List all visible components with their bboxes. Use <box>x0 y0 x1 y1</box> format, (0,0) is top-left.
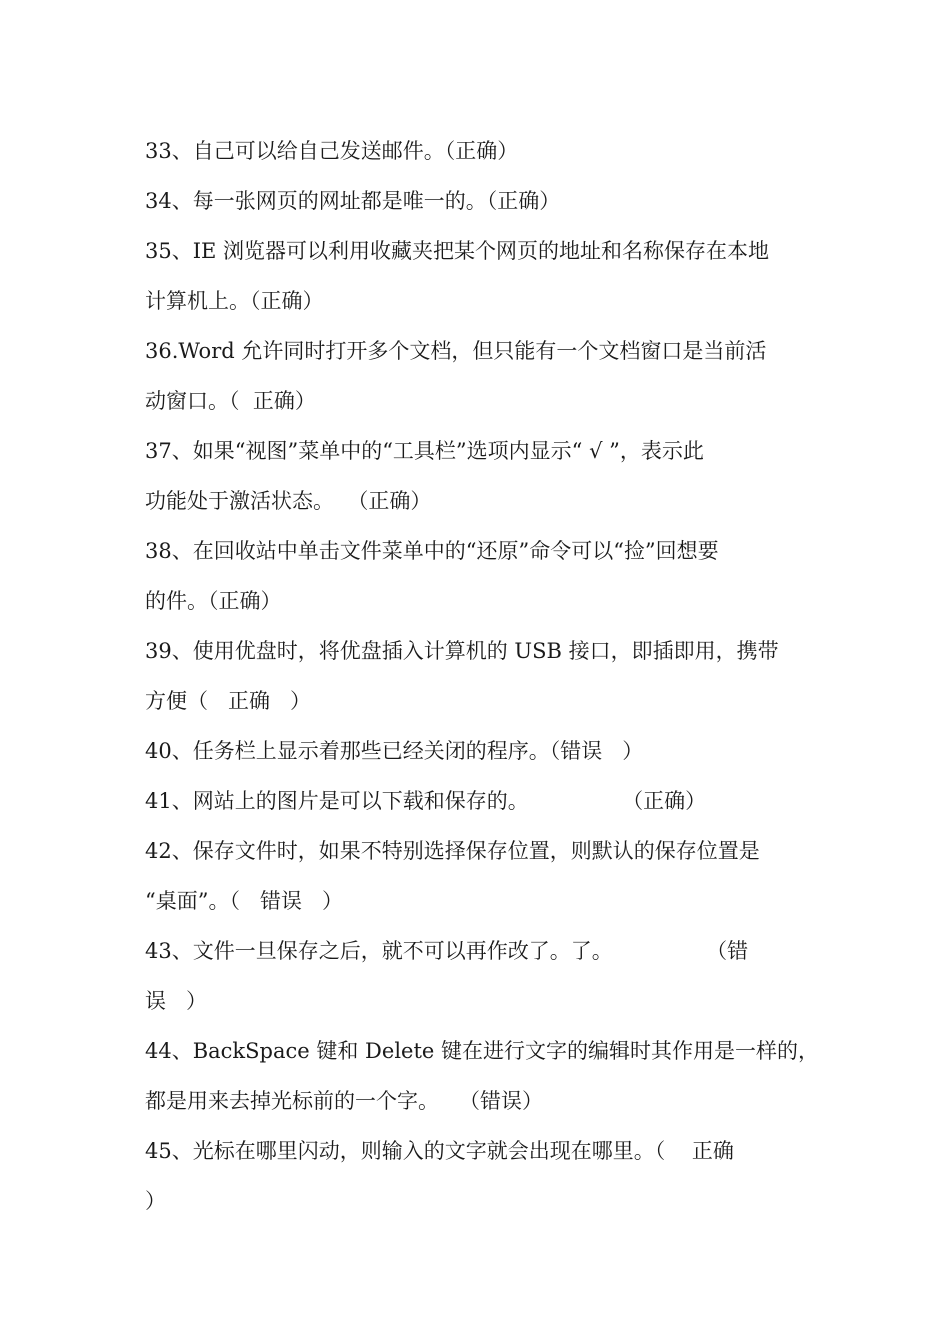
document-line: 33、自己可以给自己发送邮件。（正确） <box>145 139 519 163</box>
document-line: 45、光标在哪里闪动，则输入的文字就会出现在哪里。（ 正确 <box>145 1139 734 1163</box>
document-line: 43、文件一旦保存之后，就不可以再作改了。了。 （错 <box>145 939 749 963</box>
document-line: 动窗口。（ 正确） <box>145 389 316 413</box>
document-line: 方便（ 正确 ） <box>145 689 312 713</box>
document-line: 34、每一张网页的网址都是唯一的。（正确） <box>145 189 561 213</box>
document-line: 37、如果“视图”菜单中的“工具栏”选项内显示“ √ ”，表示此 <box>145 439 704 463</box>
document-line: 35、IE 浏览器可以利用收藏夹把某个网页的地址和名称保存在本地 <box>145 239 770 263</box>
document-line: 38、在回收站中单击文件菜单中的“还原”命令可以“捡”回想要 <box>145 539 719 563</box>
document-line: 误 ） <box>145 989 208 1013</box>
document-line: 都是用来去掉光标前的一个字。 （错误） <box>145 1089 544 1113</box>
document-line: 功能处于激活状态。 （正确） <box>145 489 432 513</box>
document-line: 计算机上。（正确） <box>145 289 324 313</box>
document-line: ） <box>145 1189 166 1213</box>
document-line: “桌面”。（ 错误 ） <box>145 889 344 913</box>
document-line: 41、网站上的图片是可以下载和保存的。 （正确） <box>145 789 707 813</box>
document-line: 44、BackSpace 键和 Delete 键在进行文字的编辑时其作用是一样的， <box>145 1039 819 1063</box>
document-line: 36.Word 允许同时打开多个文档，但只能有一个文档窗口是当前活 <box>145 339 767 363</box>
document-line: 的件。（正确） <box>145 589 282 613</box>
document-line: 42、保存文件时，如果不特别选择保存位置，则默认的保存位置是 <box>145 839 760 863</box>
document-line: 40、任务栏上显示着那些已经关闭的程序。（错误 ） <box>145 739 644 763</box>
document-body <box>145 126 819 1226</box>
document-line: 39、使用优盘时，将优盘插入计算机的 USB 接口，即插即用，携带 <box>145 639 779 663</box>
